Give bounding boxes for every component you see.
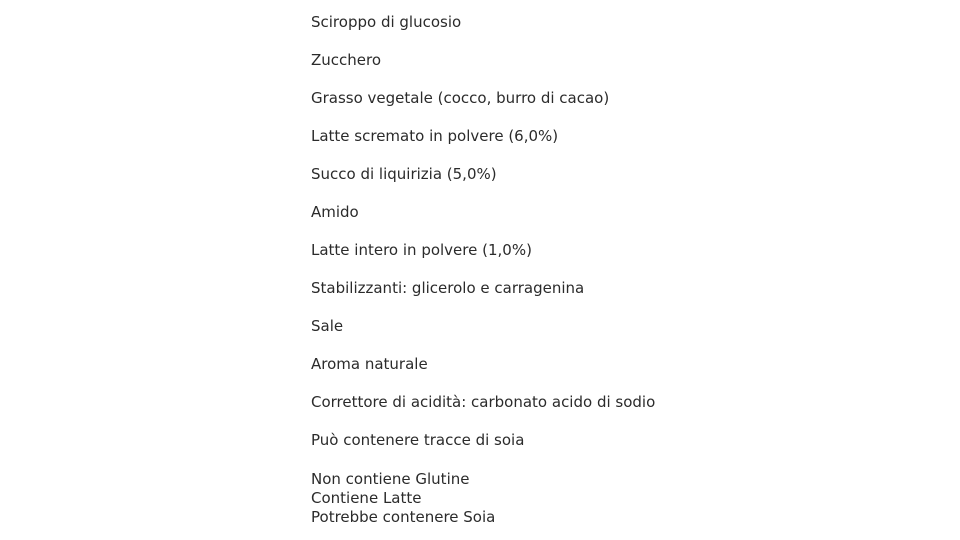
ingredient-item: Zucchero [311,51,382,69]
ingredient-item: Stabilizzanti: glicerolo e carragenina [311,279,585,297]
ingredient-item: Correttore di acidità: carbonato acido di sodio [311,393,656,411]
ingredient-item: Latte scremato in polvere (6,0%) [311,127,559,145]
allergen-info [311,470,831,527]
allergen-line-milk: Contiene Latte [311,489,422,507]
ingredient-item: Sale [311,317,344,335]
ingredient-item: Grasso vegetale (cocco, burro di cacao) [311,89,610,107]
ingredient-item: Aroma naturale [311,355,428,373]
ingredient-item: Amido [311,203,359,221]
ingredient-list [311,13,831,469]
ingredient-item: Succo di liquirizia (5,0%) [311,165,497,183]
ingredient-item: Può contenere tracce di soia [311,431,525,449]
ingredient-item: Sciroppo di glucosio [311,13,462,31]
ingredient-item: Latte intero in polvere (1,0%) [311,241,532,259]
allergen-line-soy: Potrebbe contenere Soia [311,508,496,526]
allergen-line-gluten: Non contiene Glutine [311,470,470,488]
